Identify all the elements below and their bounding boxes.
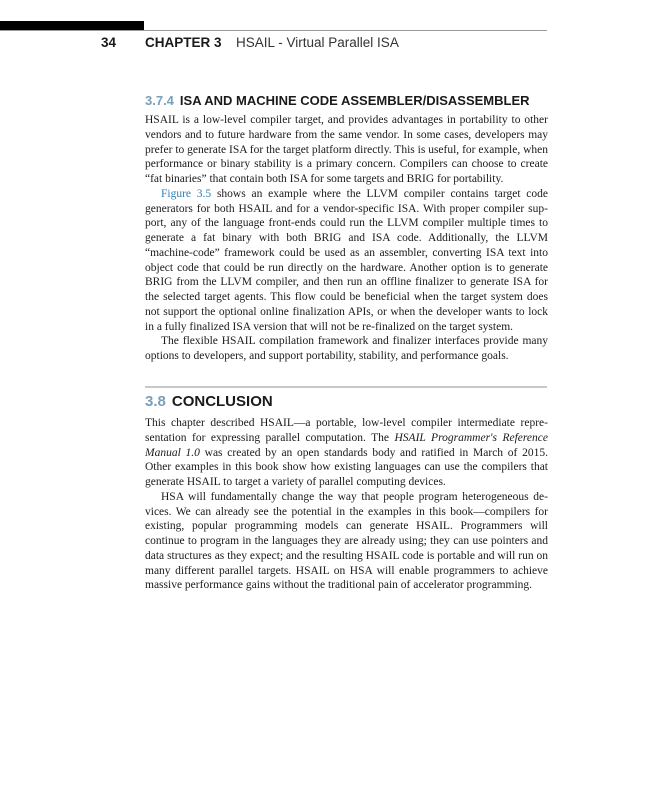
paragraph: The flexible HSAIL compilation framework and finalizer interfaces provide many options to developers, and support portability, stability, and performance goals. — [145, 335, 548, 362]
paragraph: HSAIL is a low-level compiler target, and provides advantages in portability to other vendors and to future hardware from the same vendor. In some cases, developers may prefer to generate ISA for the target platform directly. This is useful, for example, when performance or binary stability is a primary concern. Compilers can choose to create “fat binaries” that contain both ISA for some targets and BRIG for portability. — [145, 114, 548, 185]
page-number: 34 — [101, 35, 117, 50]
section-3-8 — [145, 393, 548, 593]
section-number: 3.7.4 — [145, 93, 174, 108]
chapter-label: CHAPTER 3 — [145, 35, 222, 50]
paragraph: HSA will fundamentally change the way that people program heterogeneous devices. We can already see the potential in the examples in this book—compilers for existing, popular programming models can generate HSAIL. Programmers will continue to program in the languages they are already using; they can use pointers and data structures as they expect; and the resulting HSAIL code is portable and will run on many different parallel targets. HSAIL on HSA will enable programmers to achieve massive performance gains without the traditional pain of accelerator programming. — [145, 490, 548, 592]
section-heading — [145, 393, 548, 410]
section-divider — [145, 386, 547, 388]
section-title: ISA AND MACHINE CODE ASSEMBLER/DISASSEMBLER — [179, 93, 530, 108]
paragraph-text: This chapter described HSAIL—a portable, low-level compiler intermediate representation for expressing parallel computation. The — [145, 417, 548, 444]
header-accent-bar — [0, 21, 144, 30]
section-3-7-4 — [145, 93, 548, 364]
section-title: CONCLUSION — [171, 393, 273, 410]
paragraph-text: shows an example where the LLVM compiler contains target code generators for both HSAIL and for a vendor-specific ISA. With proper compiler support, any of the language front-ends could run the LLVM compiler multiple times to generate a fat binary with both BRIG and ISA code. Additionally, the LLVM “machine-code” framework could be used as an assembler, converting ISA text into object code that could be run directly on the hardware. Another option is to generate BRIG from the LLVM compiler, and then run an offline finalizer to generate ISA for the selected target agents. This flow could be beneficial when the target system does not support the optional online finalization APIs, or when the developer wants to lock in a fully finalized ISA version that will not be re-finalized on the target system. — [145, 187, 548, 333]
paragraph — [145, 416, 548, 490]
reference-title: HSAIL Programmer's Reference Manual 1.0 — [145, 431, 548, 459]
chapter-title: HSAIL - Virtual Parallel ISA — [236, 35, 399, 50]
section-number: 3.8 — [145, 393, 166, 410]
figure-link[interactable]: Figure 3.5 — [161, 187, 212, 200]
section-heading — [145, 93, 548, 108]
paragraph-text: was created by an open standards body and ratified in March of 2015. Other examples in this book show how existing languages can use the compilers that generate HSAIL to target a variety of parallel computing devices. — [145, 446, 548, 488]
paragraph — [145, 187, 548, 335]
header-rule — [0, 30, 547, 31]
